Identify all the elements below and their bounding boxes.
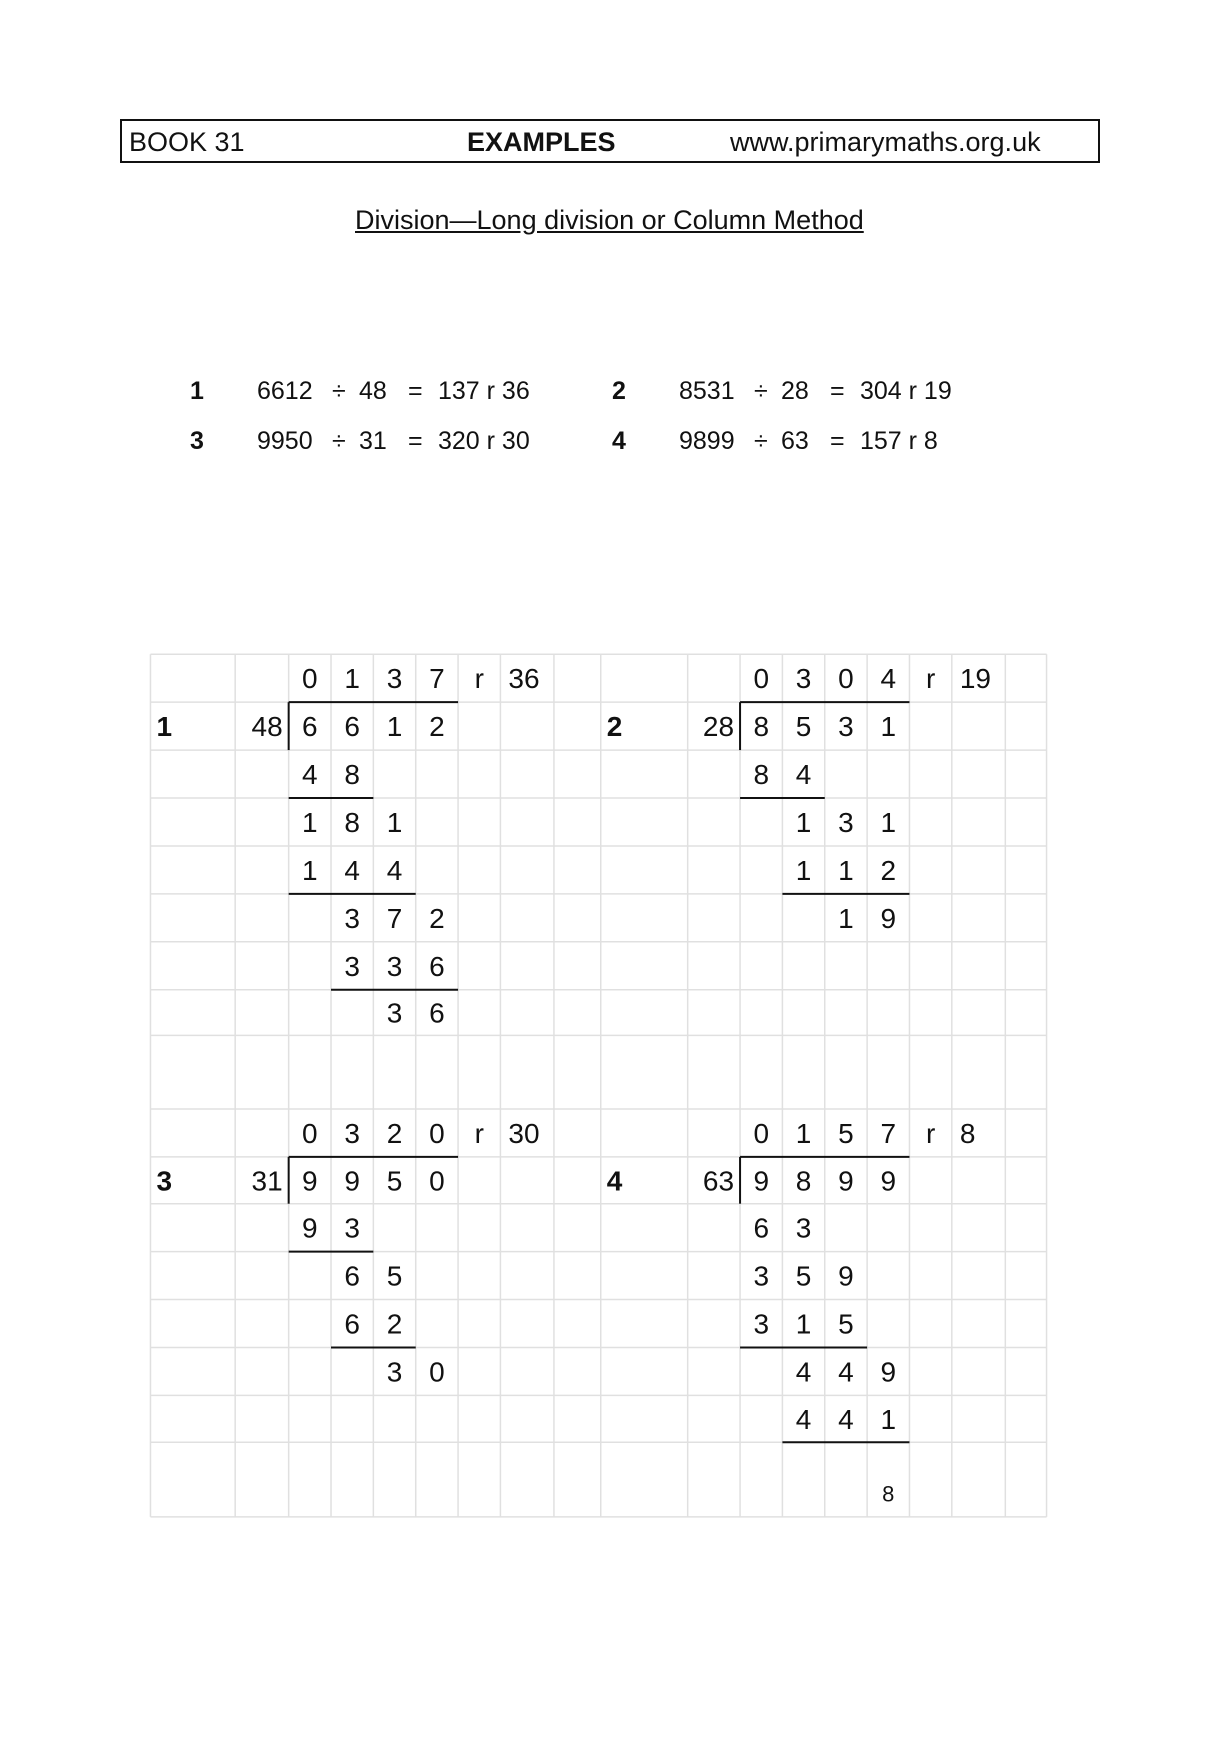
working-digit: 3 bbox=[753, 1260, 770, 1292]
summary-eq: = bbox=[408, 377, 423, 405]
quotient-digit: 5 bbox=[838, 1117, 854, 1149]
working-digit: 1 bbox=[386, 711, 403, 743]
working-digit: 7 bbox=[386, 902, 403, 934]
working-digit: 3 bbox=[386, 1356, 403, 1388]
working-digit: 4 bbox=[795, 1356, 812, 1388]
working-digit: 4 bbox=[795, 759, 812, 791]
working-digit: 2 bbox=[429, 711, 445, 743]
summary-divisor: 63 bbox=[781, 427, 809, 455]
summary-dividend: 8531 bbox=[679, 377, 735, 405]
working-digit: 1 bbox=[795, 854, 812, 886]
working-digit: 4 bbox=[386, 854, 403, 886]
working-digit: 9 bbox=[302, 1165, 318, 1197]
summary-eq: = bbox=[408, 427, 423, 455]
working-digit: 3 bbox=[386, 950, 403, 982]
summary-divisor: 48 bbox=[359, 377, 387, 405]
working-digit: 1 bbox=[838, 902, 854, 934]
working-digit: 8 bbox=[344, 759, 360, 791]
working-digit: 3 bbox=[344, 950, 360, 982]
divisor: 48 bbox=[251, 711, 283, 743]
working-digit: 9 bbox=[753, 1165, 770, 1197]
summary-op: ÷ bbox=[754, 377, 768, 405]
working-digit: 2 bbox=[880, 854, 897, 886]
summary-answer: 137 r 36 bbox=[438, 377, 530, 405]
working-digit: 1 bbox=[795, 1308, 812, 1340]
quotient-digit: 0 bbox=[753, 663, 770, 695]
working-digit: 2 bbox=[429, 902, 445, 934]
working-digit: 3 bbox=[344, 1212, 360, 1244]
working-digit: 1 bbox=[880, 711, 897, 743]
quotient-digit: 0 bbox=[429, 1117, 445, 1149]
remainder-label: r bbox=[925, 663, 936, 695]
working-digit: 8 bbox=[344, 806, 360, 838]
working-digit: 6 bbox=[753, 1212, 770, 1244]
working-digit: 3 bbox=[838, 806, 854, 838]
divisor: 31 bbox=[251, 1165, 283, 1197]
quotient-digit: 0 bbox=[838, 663, 854, 695]
working-digit: 1 bbox=[880, 1403, 897, 1435]
summary-eq: = bbox=[830, 427, 845, 455]
quotient-digit: 0 bbox=[302, 663, 318, 695]
working-digit: 3 bbox=[795, 1212, 812, 1244]
working-digit: 1 bbox=[795, 806, 812, 838]
quotient-digit: 3 bbox=[344, 1117, 360, 1149]
quotient-digit: 7 bbox=[429, 663, 445, 695]
quotient-digit: 3 bbox=[795, 663, 812, 695]
question-number: 4 bbox=[612, 427, 626, 455]
remainder-value: 30 bbox=[508, 1117, 540, 1149]
working-digit: 9 bbox=[302, 1212, 318, 1244]
working-digit: 5 bbox=[838, 1308, 854, 1340]
working-digit: 4 bbox=[838, 1403, 854, 1435]
working-digit: 9 bbox=[344, 1165, 360, 1197]
remainder-label: r bbox=[474, 663, 484, 695]
working-digit: 6 bbox=[344, 1260, 360, 1292]
summary-dividend: 9950 bbox=[257, 427, 313, 455]
working-digit: 8 bbox=[882, 1481, 895, 1507]
working-digit: 5 bbox=[386, 1260, 403, 1292]
working-digit: 8 bbox=[753, 759, 770, 791]
working-digit: 9 bbox=[880, 902, 897, 934]
working-digit: 4 bbox=[795, 1403, 812, 1435]
page-title: Division—Long division or Column Method bbox=[355, 205, 864, 235]
summary-answer: 304 r 19 bbox=[860, 377, 952, 405]
book-label: BOOK 31 bbox=[129, 127, 245, 157]
question-number: 4 bbox=[606, 1165, 623, 1197]
working-digit: 1 bbox=[302, 854, 318, 886]
summary-divisor: 28 bbox=[781, 377, 809, 405]
divisor: 28 bbox=[702, 711, 735, 743]
summary-answer: 320 r 30 bbox=[438, 427, 530, 455]
summary-op: ÷ bbox=[332, 377, 346, 405]
working-digit: 6 bbox=[429, 950, 445, 982]
working-digit: 6 bbox=[429, 997, 445, 1029]
remainder-value: 19 bbox=[959, 663, 991, 695]
summary-op: ÷ bbox=[332, 427, 346, 455]
working-digit: 9 bbox=[880, 1356, 897, 1388]
question-number: 1 bbox=[190, 377, 204, 405]
remainder-value: 36 bbox=[508, 663, 540, 695]
working-digit: 4 bbox=[838, 1356, 854, 1388]
quotient-digit: 2 bbox=[386, 1117, 403, 1149]
working-digit: 9 bbox=[838, 1165, 854, 1197]
quotient-digit: 0 bbox=[753, 1117, 770, 1149]
remainder-value: 8 bbox=[959, 1117, 976, 1149]
working-digit: 9 bbox=[880, 1165, 897, 1197]
heading-label: EXAMPLES bbox=[467, 127, 616, 157]
working-digit: 2 bbox=[386, 1308, 403, 1340]
quotient-digit: 4 bbox=[880, 663, 897, 695]
divisor: 63 bbox=[702, 1165, 735, 1197]
quotient-digit: 1 bbox=[344, 663, 360, 695]
working-digit: 1 bbox=[386, 806, 403, 838]
working-digit: 4 bbox=[344, 854, 360, 886]
summary-divisor: 31 bbox=[359, 427, 387, 455]
question-number: 2 bbox=[612, 377, 626, 405]
working-digit: 1 bbox=[838, 854, 854, 886]
working-digit: 8 bbox=[753, 711, 770, 743]
working-digit: 1 bbox=[880, 806, 897, 838]
working-digit: 5 bbox=[795, 711, 812, 743]
remainder-label: r bbox=[925, 1117, 936, 1149]
working-digit: 3 bbox=[344, 902, 360, 934]
working-digit: 9 bbox=[838, 1260, 854, 1292]
summary-eq: = bbox=[830, 377, 845, 405]
summary-dividend: 6612 bbox=[257, 377, 313, 405]
quotient-digit: 3 bbox=[386, 663, 403, 695]
working-digit: 3 bbox=[386, 997, 403, 1029]
working-digit: 8 bbox=[795, 1165, 812, 1197]
quotient-digit: 0 bbox=[302, 1117, 318, 1149]
working-digit: 6 bbox=[344, 1308, 360, 1340]
question-number: 1 bbox=[156, 711, 173, 743]
working-digit: 1 bbox=[302, 806, 318, 838]
remainder-label: r bbox=[474, 1117, 484, 1149]
working-digit: 4 bbox=[302, 759, 318, 791]
quotient-digit: 7 bbox=[880, 1117, 897, 1149]
question-number: 3 bbox=[156, 1165, 173, 1197]
working-digit: 6 bbox=[344, 711, 360, 743]
working-digit: 6 bbox=[302, 711, 318, 743]
summary-answer: 157 r 8 bbox=[860, 427, 938, 455]
working-digit: 3 bbox=[838, 711, 854, 743]
question-number: 3 bbox=[190, 427, 204, 455]
quotient-digit: 1 bbox=[795, 1117, 812, 1149]
working-digit: 5 bbox=[386, 1165, 403, 1197]
question-number: 2 bbox=[606, 711, 623, 743]
working-digit: 5 bbox=[795, 1260, 812, 1292]
summary-dividend: 9899 bbox=[679, 427, 735, 455]
working-digit: 0 bbox=[429, 1165, 445, 1197]
summary-op: ÷ bbox=[754, 427, 768, 455]
website-link[interactable]: www.primarymaths.org.uk bbox=[730, 127, 1041, 157]
working-digit: 0 bbox=[429, 1356, 445, 1388]
working-digit: 3 bbox=[753, 1308, 770, 1340]
